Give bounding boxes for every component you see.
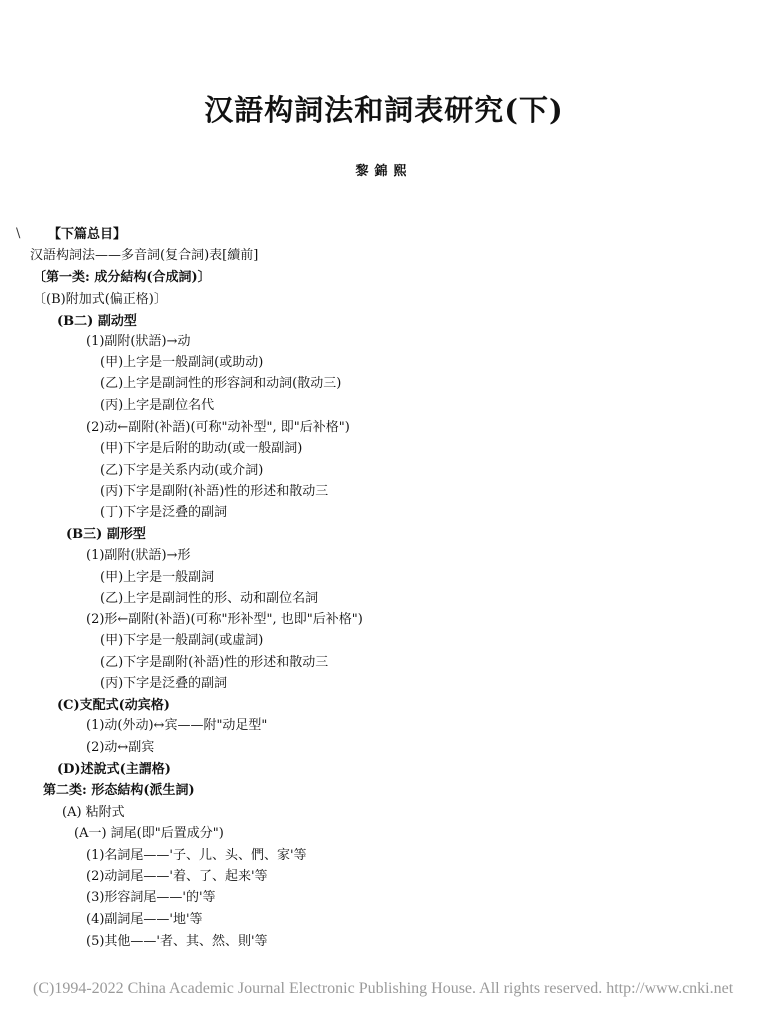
toc-line: (乙)上字是副詞性的形、动和副位名詞 — [100, 591, 319, 606]
toc-line: (A) 粘附式 — [62, 805, 125, 820]
toc-line: 汉語构詞法——多音詞(复合詞)表[續前] — [30, 248, 259, 263]
toc-line: (2)动←副附(补語)(可称"动补型", 即"后补格") — [86, 420, 350, 435]
toc-line: (丙)上字是副位名代 — [100, 398, 215, 413]
toc-line: 第二类: 形态結构(派生詞) — [43, 783, 195, 798]
toc-line: (甲)下字是一般副詞(或虛詞) — [100, 633, 264, 648]
toc-line: (1)动(外动)↔宾——附"动足型" — [86, 718, 268, 733]
toc-line: (丙)下字是泛叠的副詞 — [100, 676, 228, 691]
toc-line: (丙)下字是副附(补語)性的形述和散动三 — [100, 484, 329, 499]
margin-mark: \ — [16, 226, 21, 241]
toc-line: (乙)下字是关系内动(或介詞) — [100, 463, 264, 478]
toc-line: 〔(B)附加式(偏正格)〕 — [33, 292, 167, 307]
toc-line: (5)其他——'者、其、然、則'等 — [86, 934, 268, 949]
author-name: 黎錦熙 — [355, 164, 413, 179]
toc-line: (D)述說式(主謂格) — [57, 762, 171, 777]
toc-line: (B三) 副形型 — [66, 527, 146, 542]
toc-line: (4)副詞尾——'地'等 — [86, 912, 203, 927]
toc-line: (甲)上字是一般副詞 — [100, 570, 215, 585]
toc-line: (2)动↔副宾 — [86, 740, 155, 755]
toc-line: (乙)下字是副附(补語)性的形述和散动三 — [100, 655, 329, 670]
toc-line: (C)支配式(动宾格) — [57, 698, 170, 713]
toc-line: (B二) 副动型 — [57, 314, 137, 329]
toc-heading: 【下篇总目】 — [48, 227, 127, 242]
toc-line: (3)形容詞尾——'的'等 — [86, 890, 216, 905]
toc-line: (A一) 詞尾(即"后置成分") — [74, 826, 224, 841]
toc-line: (乙)上字是副詞性的形容詞和动詞(散动三) — [100, 376, 342, 391]
toc-line: (1)副附(狀語)→形 — [86, 548, 191, 563]
toc-line: (甲)下字是后附的助动(或一般副詞) — [100, 441, 303, 456]
toc-line: (2)动詞尾——'着、了、起来'等 — [86, 869, 268, 884]
article-title: 汉語构詞法和詞表研究(下) — [204, 93, 564, 127]
toc-line: (2)形←副附(补語)(可称"形补型", 也即"后补格") — [86, 612, 363, 627]
toc-line: 〔第一类: 成分結构(合成詞)〕 — [33, 270, 211, 285]
toc-line: (甲)上字是一般副詞(或助动) — [100, 355, 264, 370]
toc-line: (丁)下字是泛叠的副詞 — [100, 505, 228, 520]
toc-line: (1)副附(狀語)→动 — [86, 334, 191, 349]
copyright-footer: (C)1994-2022 China Academic Journal Electronic Publishing House. All rights reserved. http://www.cnki.net — [33, 980, 734, 997]
toc-line: (1)名詞尾——'子、儿、头、們、家'等 — [86, 848, 307, 863]
